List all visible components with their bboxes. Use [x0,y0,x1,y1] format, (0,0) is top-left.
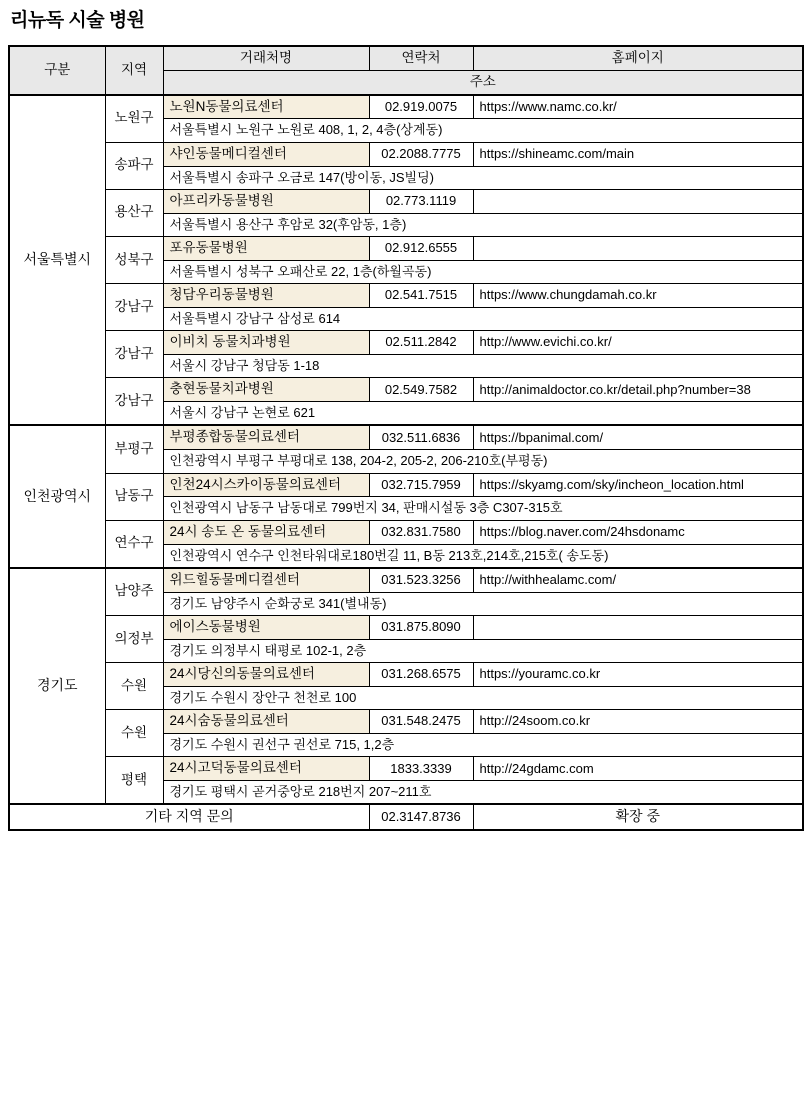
clinic-address: 인천광역시 부평구 부평대로 138, 204-2, 205-2, 206-210호(부평동) [163,450,803,473]
clinic-homepage[interactable]: https://www.chungdamah.co.kr [473,284,803,308]
clinic-homepage[interactable]: https://www.namc.co.kr/ [473,95,803,119]
clinic-address: 경기도 수원시 권선구 권선로 715, 1,2층 [163,734,803,757]
clinic-name: 아프리카동물병원 [163,189,369,213]
clinic-homepage[interactable]: http://www.evichi.co.kr/ [473,331,803,355]
district-label: 강남구 [105,378,163,426]
table-row [9,425,803,449]
table-row [9,378,803,402]
clinic-phone: 02.549.7582 [369,378,473,402]
clinic-address: 서울특별시 강남구 삼성로 614 [163,307,803,330]
clinic-name: 충현동물치과병원 [163,378,369,402]
header-phone: 연락처 [369,46,473,70]
table-row [9,95,803,119]
clinic-homepage[interactable]: http://animaldoctor.co.kr/detail.php?number=38 [473,378,803,402]
header-homepage: 홈페이지 [473,46,803,70]
table-row [9,473,803,497]
clinic-name: 포유동물병원 [163,236,369,260]
clinic-phone: 02.511.2842 [369,331,473,355]
clinic-homepage[interactable]: https://skyamg.com/sky/incheon_location.html [473,473,803,497]
table-row [9,284,803,308]
district-label: 강남구 [105,331,163,378]
clinic-phone: 032.831.7580 [369,520,473,544]
district-label: 부평구 [105,425,163,473]
table-body [9,46,803,830]
region-label: 경기도 [9,568,105,805]
footer-note: 확장 중 [473,804,803,830]
clinic-phone: 02.2088.7775 [369,142,473,166]
clinic-address: 서울특별시 송파구 오금로 147(방이동, JS빌딩) [163,166,803,189]
table-row [9,142,803,166]
hospital-table [8,45,804,831]
table-row [9,189,803,213]
header-address: 주소 [163,70,803,94]
clinic-name: 위드힐동물메디컬센터 [163,568,369,592]
footer-label: 기타 지역 문의 [9,804,369,830]
clinic-phone: 031.548.2475 [369,710,473,734]
clinic-name: 에이스동물병원 [163,615,369,639]
clinic-homepage[interactable]: http://24soom.co.kr [473,710,803,734]
clinic-homepage[interactable]: https://youramc.co.kr [473,663,803,687]
clinic-phone: 032.511.6836 [369,425,473,449]
clinic-address: 인천광역시 남동구 남동대로 799번지 34, 판매시설동 3층 C307-315호 [163,497,803,520]
clinic-name: 24시당신의동물의료센터 [163,663,369,687]
district-label: 용산구 [105,189,163,236]
clinic-address: 서울특별시 노원구 노원로 408, 1, 2, 4층(상계동) [163,119,803,142]
district-label: 평택 [105,757,163,805]
table-row [9,520,803,544]
clinic-homepage[interactable]: https://bpanimal.com/ [473,425,803,449]
clinic-name: 청담우리동물병원 [163,284,369,308]
clinic-phone: 1833.3339 [369,757,473,781]
region-label: 인천광역시 [9,425,105,567]
page-title: 리뉴독 시술 병원 [10,10,145,31]
clinic-name: 샤인동물메디컬센터 [163,142,369,166]
table-row [9,757,803,781]
clinic-address: 경기도 평택시 곧거중앙로 218번지 207~211호 [163,781,803,805]
table-row [9,236,803,260]
clinic-homepage[interactable] [473,236,803,260]
table-row [9,710,803,734]
clinic-phone: 031.268.6575 [369,663,473,687]
clinic-address: 경기도 의정부시 태평로 102-1, 2층 [163,639,803,662]
clinic-name: 이비치 동물치과병원 [163,331,369,355]
table-row [9,615,803,639]
clinic-homepage[interactable] [473,189,803,213]
clinic-phone: 02.919.0075 [369,95,473,119]
clinic-name: 노원N동물의료센터 [163,95,369,119]
clinic-homepage[interactable]: https://shineamc.com/main [473,142,803,166]
clinic-address: 경기도 남양주시 순화궁로 341(별내동) [163,592,803,615]
header-region: 구분 [9,46,105,95]
district-label: 노원구 [105,95,163,143]
district-label: 수원 [105,710,163,757]
clinic-name: 인천24시스카이동물의료센터 [163,473,369,497]
table-row [9,568,803,592]
district-label: 강남구 [105,284,163,331]
clinic-address: 경기도 수원시 장안구 천천로 100 [163,686,803,709]
footer-phone: 02.3147.8736 [369,804,473,830]
header-district: 지역 [105,46,163,95]
table-row [9,663,803,687]
clinic-homepage[interactable]: http://24gdamc.com [473,757,803,781]
clinic-address: 서울시 강남구 청담동 1-18 [163,355,803,378]
district-label: 연수구 [105,520,163,568]
region-label: 서울특별시 [9,95,105,426]
clinic-homepage[interactable] [473,615,803,639]
district-label: 남양주 [105,568,163,616]
district-label: 남동구 [105,473,163,520]
district-label: 의정부 [105,615,163,662]
clinic-address: 서울시 강남구 논현로 621 [163,402,803,426]
clinic-phone: 032.715.7959 [369,473,473,497]
clinic-phone: 02.773.1119 [369,189,473,213]
clinic-address: 서울특별시 용산구 후암로 32(후암동, 1층) [163,213,803,236]
table-header-row [9,46,803,70]
clinic-name: 부평종합동물의료센터 [163,425,369,449]
clinic-name: 24시숨동물의료센터 [163,710,369,734]
clinic-address: 서울특별시 성북구 오패산로 22, 1층(하월곡동) [163,260,803,283]
clinic-name: 24시 송도 온 동물의료센터 [163,520,369,544]
clinic-phone: 02.912.6555 [369,236,473,260]
clinic-address: 인천광역시 연수구 인천타워대로180번길 11, B동 213호,214호,215호( 송도동) [163,544,803,568]
clinic-homepage[interactable]: http://withhealamc.com/ [473,568,803,592]
district-label: 수원 [105,663,163,710]
clinic-phone: 02.541.7515 [369,284,473,308]
table-footer-row [9,804,803,830]
clinic-phone: 031.523.3256 [369,568,473,592]
district-label: 송파구 [105,142,163,189]
clinic-name: 24시고덕동물의료센터 [163,757,369,781]
table-row [9,331,803,355]
clinic-homepage[interactable]: https://blog.naver.com/24hsdonamc [473,520,803,544]
header-name: 거래처명 [163,46,369,70]
district-label: 성북구 [105,236,163,283]
clinic-phone: 031.875.8090 [369,615,473,639]
